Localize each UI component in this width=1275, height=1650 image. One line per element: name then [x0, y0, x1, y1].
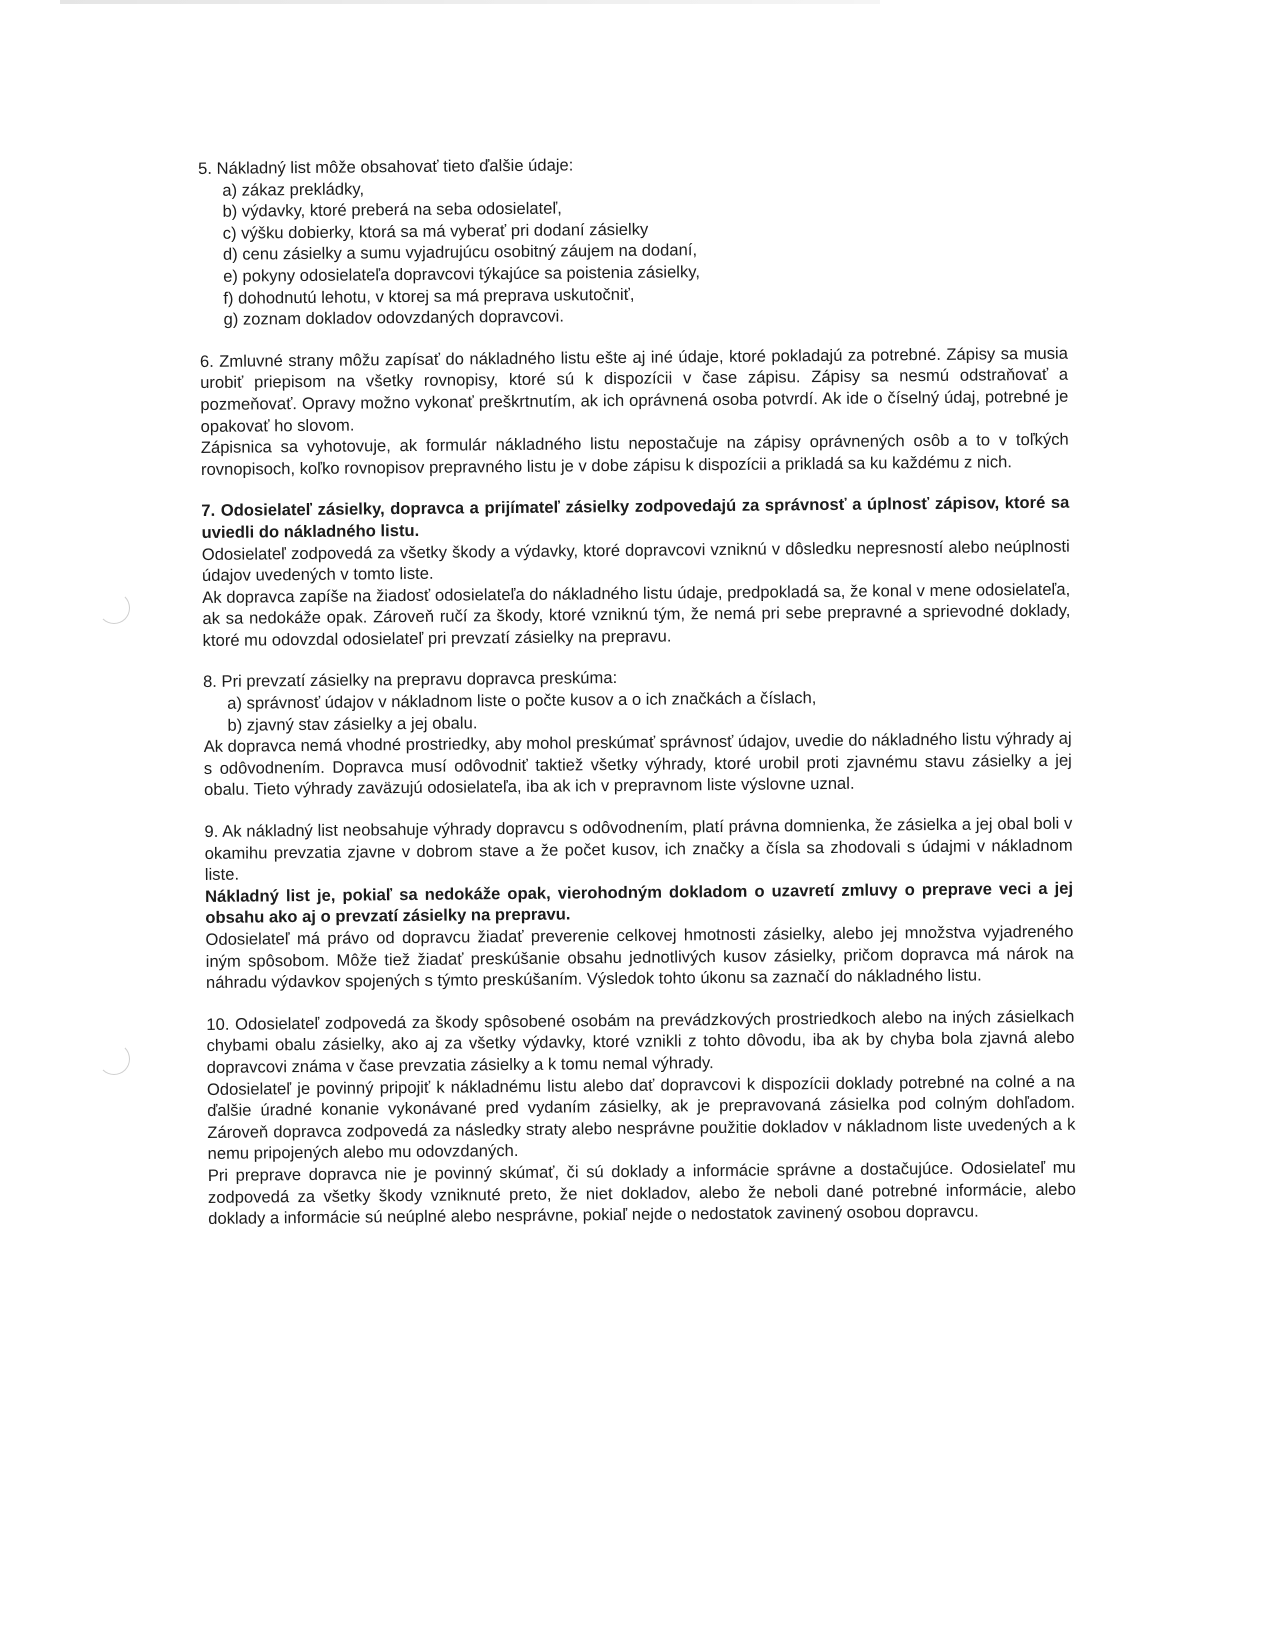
section-10-paragraph: Odosielateľ je povinný pripojiť k nákladnému listu alebo dať dopravcovi k dispozícii doklady potrebné na colné a na ďalšie úradné konanie vykonávané pred vydaním zásielky, ak je prepravovaná zásielka pod colným dohľadom. Zároveň dopravca zodpovedá za následky straty alebo nesprávne použitie dokladov v nákladnom liste uvedených a k nemu pripojených alebo mu odovzdaných.	[206, 1071, 1076, 1164]
list-item: d) cenu zásielky a sumu vyjadrujúcu osobitný záujem na dodaní,	[222, 240, 698, 265]
list-item: b) výdavky, ktoré preberá na seba odosielateľ,	[222, 198, 562, 221]
section-8-intro: 8. Pri prevzatí zásielky na prepravu dopravca preskúma:	[202, 668, 618, 692]
section-10	[206, 1005, 1076, 1229]
section-9-paragraph: 9. Ak nákladný list neobsahuje výhrady dopravcu s odôvodnením, platí právna domnienka, že zásielka a jej obal boli v okamihu prevzatia zjavne v dobrom stave a že počet kusov, ich značky a čísla sa zhodovali s údajmi v nákladnom liste.	[204, 813, 1073, 885]
document-page	[198, 150, 1076, 1250]
section-6-paragraph: 6. Zmluvné strany môžu zapísať do nákladného listu ešte aj iné údaje, ktoré pokladajú za potrebné. Zápisy sa musia urobiť priepisom na všetky rovnopisy, ktoré sú k dispozícii v čase zápisu. Zápisy sa nesmú odstraňovať a pozmeňovať. Opravy možno vykonať preškrtnutím, ak ich oprávnená osoba potvrdí. Ak ide o číselný údaj, potrebné je opakovať ho slovom.	[199, 343, 1069, 436]
list-item: a) správnosť údajov v nákladnom liste o počte kusov a o ich značkách a číslach,	[227, 688, 817, 713]
list-item: a) zákaz prekládky,	[222, 179, 365, 200]
punch-hole-mark	[98, 592, 130, 624]
section-8	[203, 663, 1072, 801]
section-6	[200, 342, 1069, 480]
section-9-paragraph: Odosielateľ má právo od dopravcu žiadať preverenie celkovej hmotnosti zásielky, alebo jej množstva vyjadreného iným spôsobom. Môže tiež žiadať preskúšanie obsahu jednotlivých kusov zásielky, pričom dopravca má nárok na náhradu výdavkov spojených s týmto preskúšaním. Výsledok tohto úkonu sa zaznačí do nákladného listu.	[205, 921, 1074, 993]
section-7-paragraph: Ak dopravca zapíše na žiadosť odosielateľa do nákladného listu údaje, predpokladá sa, že konal v mene odosielateľa, ak sa nedokáže opak. Zároveň ručí za škody, ktoré vzniknú tým, že nemá pri sebe prepravné a sprievodné doklady, ktoré mu odovzdal odosielateľ pri prevzatí zásielky na prepravu.	[202, 579, 1071, 650]
section-5-intro: 5. Nákladný list môže obsahovať tieto ďalšie údaje:	[198, 155, 574, 178]
list-item: b) zjavný stav zásielky a jej obalu.	[227, 713, 478, 735]
section-7	[201, 492, 1070, 651]
section-7-paragraph: Odosielateľ zodpovedá za všetky škody a výdavky, ktoré dopravcovi vzniknú v dôsledku nepresností alebo neúplnosti údajov uvedených v tomto liste.	[201, 536, 1070, 586]
list-item: c) výšku dobierky, ktorá sa má vyberať pri dodaní zásielky	[222, 219, 649, 243]
list-item: f) dohodnutú lehotu, v ktorej sa má preprava uskutočniť,	[223, 284, 635, 308]
section-7-heading: 7. Odosielateľ zásielky, dopravca a prijímateľ zásielky zodpovedajú za správnosť a úplnosť zápisov, ktoré sa uviedli do nákladného listu.	[201, 492, 1070, 542]
section-9-bold-statement: Nákladný list je, pokiaľ sa nedokáže opak, vierohodným dokladom o uzavretí zmluvy o preprave veci a jej obsahu ako aj o prevzatí zásielky na prepravu.	[204, 878, 1074, 928]
scan-top-edge	[60, 0, 880, 4]
section-6-paragraph: Zápisnica sa vyhotovuje, ak formulár nákladného listu nepostačuje na zápisy oprávnených osôb a to v toľkých rovnopisoch, koľko rovnopisov prepravného listu je v dobe zápisu k dispozícii a prikladá sa ku každému z nich.	[200, 429, 1069, 479]
list-item: g) zoznam dokladov odovzdaných dopravcovi.	[223, 306, 565, 329]
section-5-list	[198, 171, 1067, 330]
section-10-paragraph: 10. Odosielateľ zodpovedá za škody spôsobené osobám na prevádzkových prostriedkoch alebo na iných zásielkach chybami obalu zásielky, ako aj za všetky výdavky, ktoré vznikli z tohto dôvodu, iba ak by chyba bola zjavná alebo dopravcovi známa v čase prevzatia zásielky a k tomu nemal výhrady.	[206, 1006, 1075, 1077]
section-8-paragraph: Ak dopravca nemá vhodné prostriedky, aby mohol preskúmať správnosť údajov, uvedie do nákladného listu výhrady aj s odôvodnením. Dopravca musí odôvodniť taktiež všetky výhrady, ktoré urobil proti zjavnému stavu zásielky a jej obalu. Tieto výhrady zaväzujú odosielateľa, iba ak ich v prepravnom liste výslovne uznal.	[203, 728, 1072, 800]
section-5	[198, 150, 1068, 331]
section-9	[204, 813, 1074, 994]
list-item: e) pokyny odosielateľa dopravcovi týkajúce sa poistenia zásielky,	[223, 262, 701, 286]
punch-hole-mark	[98, 1043, 130, 1075]
section-10-paragraph: Pri preprave dopravca nie je povinný skúmať, či sú doklady a informácie správne a dostačujúce. Odosielateľ mu zodpovedá za všetky škody vzniknuté preto, že niet dokladov, alebo že neboli dané potrebné informácie, alebo doklady a informácie sú neúplné alebo nesprávne, pokiaľ nejde o nedostatok zavinený osobou dopravcu.	[207, 1157, 1077, 1229]
